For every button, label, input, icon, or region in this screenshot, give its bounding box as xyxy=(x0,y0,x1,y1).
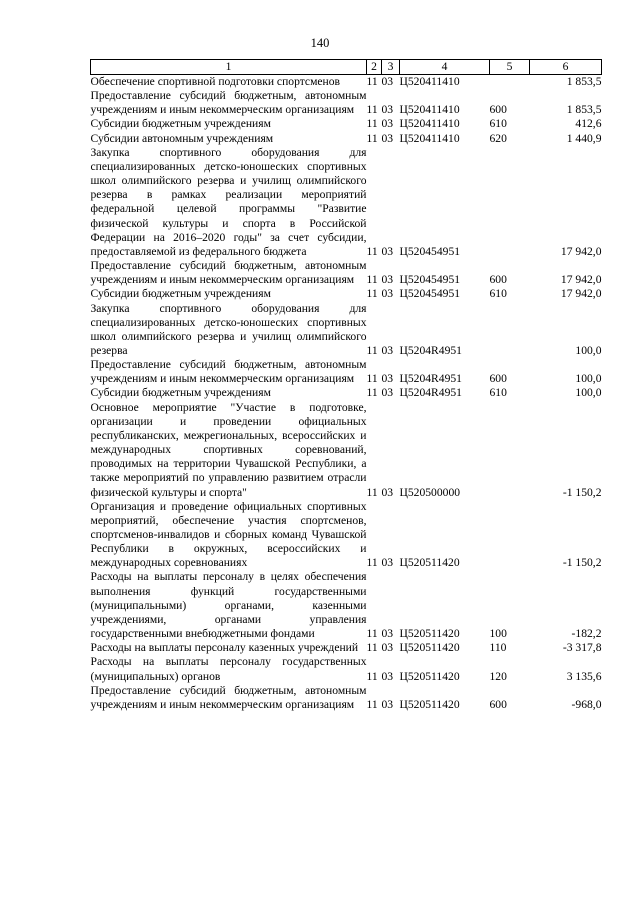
row-section: 11 xyxy=(366,131,378,145)
row-name: Организация и проведение официальных спортивных мероприятий, обеспечение участия спортсменов, спортсменов-инвалидов и сборных команд Чувашской Республики в окружных, всероссийских и международных соревнованиях xyxy=(90,499,367,570)
header-col-1: 1 xyxy=(91,60,367,75)
row-section: 11 xyxy=(366,117,378,131)
row-subsection: 03 xyxy=(381,117,394,131)
row-expense-type: 110 xyxy=(489,641,507,655)
row-section: 11 xyxy=(366,103,378,117)
row-target-article: Ц5204R4951 xyxy=(399,343,462,357)
row-target-article: Ц520511420 xyxy=(399,697,460,711)
row-section: 11 xyxy=(366,343,378,357)
row-amount: 412,6 xyxy=(575,117,602,131)
row-name: Основное мероприятие "Участие в подготовке, организации и проведении официальных республиканских, межрегиональных, всероссийских и международных спортивных соревнований, проводимых на территории Чувашской Республики, а также мероприятий по управлению развитием отрасли физической культуры и спорта" xyxy=(90,400,367,499)
row-section: 11 xyxy=(366,485,378,499)
row-expense-type: 610 xyxy=(489,117,507,131)
page-number: 140 xyxy=(310,36,330,50)
table-row xyxy=(91,684,602,712)
row-expense-type: 120 xyxy=(489,669,507,683)
header-col-3: 3 xyxy=(382,60,400,75)
row-name: Расходы на выплаты персоналу государственных (муниципальных) органов xyxy=(90,655,367,683)
row-expense-type xyxy=(490,500,530,571)
table-row xyxy=(91,259,602,287)
row-target-article: Ц520411410 xyxy=(399,75,460,88)
table-row xyxy=(91,117,602,131)
row-subsection: 03 xyxy=(381,75,394,88)
row-expense-type: 100 xyxy=(489,627,507,641)
row-amount: -968,0 xyxy=(571,697,602,711)
row-section: 11 xyxy=(366,75,378,88)
row-name: Субсидии бюджетным учреждениям xyxy=(90,117,271,131)
row-expense-type xyxy=(490,302,530,359)
row-target-article: Ц5204R4951 xyxy=(399,386,462,400)
row-amount: 17 942,0 xyxy=(560,273,602,287)
table-row xyxy=(91,302,602,359)
row-amount: 100,0 xyxy=(575,372,602,386)
row-name: Расходы на выплаты персоналу в целях обеспечения выполнения функций государственными (муниципальными) органами, казенными учреждениями, органами управления государственными внебюджетными фондами xyxy=(90,570,367,641)
table-row xyxy=(91,641,602,655)
row-amount: 100,0 xyxy=(575,386,602,400)
row-name: Субсидии автономным учреждениям xyxy=(90,131,274,145)
header-col-5: 5 xyxy=(490,60,530,75)
table-row xyxy=(91,132,602,146)
budget-table xyxy=(90,59,602,712)
row-section: 11 xyxy=(366,669,378,683)
table-row xyxy=(91,146,602,259)
row-target-article: Ц520411410 xyxy=(399,117,460,131)
row-name: Субсидии бюджетным учреждениям xyxy=(90,287,271,301)
row-subsection: 03 xyxy=(381,244,394,258)
row-subsection: 03 xyxy=(381,556,394,570)
row-section: 11 xyxy=(366,244,378,258)
row-expense-type: 610 xyxy=(489,287,507,301)
table-header-row xyxy=(91,60,602,75)
row-name: Расходы на выплаты персоналу казенных учреждений xyxy=(90,641,359,655)
row-name: Закупка спортивного оборудования для специализированных детско-юношеских спортивных школ олимпийского резерва и училищ олимпийского резерва xyxy=(90,301,367,357)
row-subsection: 03 xyxy=(381,131,394,145)
row-target-article: Ц5204R4951 xyxy=(399,372,462,386)
row-subsection: 03 xyxy=(381,669,394,683)
row-amount: 100,0 xyxy=(575,343,602,357)
row-target-article: Ц520454951 xyxy=(399,287,461,301)
row-target-article: Ц520511420 xyxy=(399,627,460,641)
row-expense-type: 600 xyxy=(489,103,507,117)
header-col-2: 2 xyxy=(367,60,382,75)
row-expense-type xyxy=(490,146,530,259)
row-amount: 1 440,9 xyxy=(566,131,602,145)
row-subsection: 03 xyxy=(381,273,394,287)
row-name: Предоставление субсидий бюджетным, автономным учреждениям и иным некоммерческим организациям xyxy=(90,259,367,287)
row-target-article: Ц520511420 xyxy=(399,641,460,655)
table-row xyxy=(91,89,602,117)
row-name: Закупка спортивного оборудования для специализированных детско-юношеских спортивных школ олимпийского резерва и училищ олимпийского резерва в рамках реализации мероприятий федеральной целевой программы "Развитие физической культуры и спорта в Российской Федерации на 2016–2020 годы" за счет субсидии, предоставляемой из федерального бюджета xyxy=(90,145,367,258)
row-amount: 1 853,5 xyxy=(566,75,602,88)
table-row xyxy=(91,75,602,90)
row-amount: -1 150,2 xyxy=(562,485,602,499)
row-amount: 1 853,5 xyxy=(566,103,602,117)
row-expense-type: 620 xyxy=(489,131,507,145)
table-row xyxy=(91,655,602,683)
row-amount: 17 942,0 xyxy=(560,244,602,258)
row-amount: 17 942,0 xyxy=(560,287,602,301)
row-name: Обеспечение спортивной подготовки спортсменов xyxy=(90,75,341,88)
table-row xyxy=(91,570,602,641)
table-row xyxy=(91,287,602,301)
row-expense-type: 610 xyxy=(489,386,507,400)
row-amount: -1 150,2 xyxy=(562,556,602,570)
row-target-article: Ц520411410 xyxy=(399,131,460,145)
table-row xyxy=(91,500,602,571)
row-section: 11 xyxy=(366,641,378,655)
row-target-article: Ц520411410 xyxy=(399,103,460,117)
row-target-article: Ц520454951 xyxy=(399,244,461,258)
row-target-article: Ц520500000 xyxy=(399,485,461,499)
row-expense-type: 600 xyxy=(489,372,507,386)
header-col-6: 6 xyxy=(530,60,602,75)
row-section: 11 xyxy=(366,556,378,570)
header-col-4: 4 xyxy=(400,60,490,75)
row-name: Предоставление субсидий бюджетным, автономным учреждениям и иным некоммерческим организациям xyxy=(90,89,367,117)
row-target-article: Ц520511420 xyxy=(399,669,460,683)
row-subsection: 03 xyxy=(381,485,394,499)
row-subsection: 03 xyxy=(381,697,394,711)
row-amount: 3 135,6 xyxy=(566,669,602,683)
row-name: Предоставление субсидий бюджетным, автономным учреждениям и иным некоммерческим организациям xyxy=(90,358,367,386)
row-subsection: 03 xyxy=(381,372,394,386)
row-expense-type: 600 xyxy=(489,273,507,287)
row-name: Предоставление субсидий бюджетным, автономным учреждениям и иным некоммерческим организациям xyxy=(90,683,367,711)
row-target-article: Ц520454951 xyxy=(399,273,461,287)
row-subsection: 03 xyxy=(381,386,394,400)
row-subsection: 03 xyxy=(381,641,394,655)
row-expense-type xyxy=(490,75,530,90)
table-row xyxy=(91,358,602,386)
row-subsection: 03 xyxy=(381,103,394,117)
row-amount: -182,2 xyxy=(571,627,602,641)
row-expense-type: 600 xyxy=(489,697,507,711)
row-section: 11 xyxy=(366,697,378,711)
row-subsection: 03 xyxy=(381,343,394,357)
table-row xyxy=(91,386,602,400)
row-name: Субсидии бюджетным учреждениям xyxy=(90,386,271,400)
row-expense-type xyxy=(490,401,530,500)
row-section: 11 xyxy=(366,386,378,400)
table-row xyxy=(91,401,602,500)
row-subsection: 03 xyxy=(381,627,394,641)
row-section: 11 xyxy=(366,287,378,301)
row-target-article: Ц520511420 xyxy=(399,556,460,570)
row-section: 11 xyxy=(366,372,378,386)
row-amount: -3 317,8 xyxy=(562,641,602,655)
row-subsection: 03 xyxy=(381,287,394,301)
table-body xyxy=(91,75,602,713)
row-section: 11 xyxy=(366,627,378,641)
row-section: 11 xyxy=(366,273,378,287)
